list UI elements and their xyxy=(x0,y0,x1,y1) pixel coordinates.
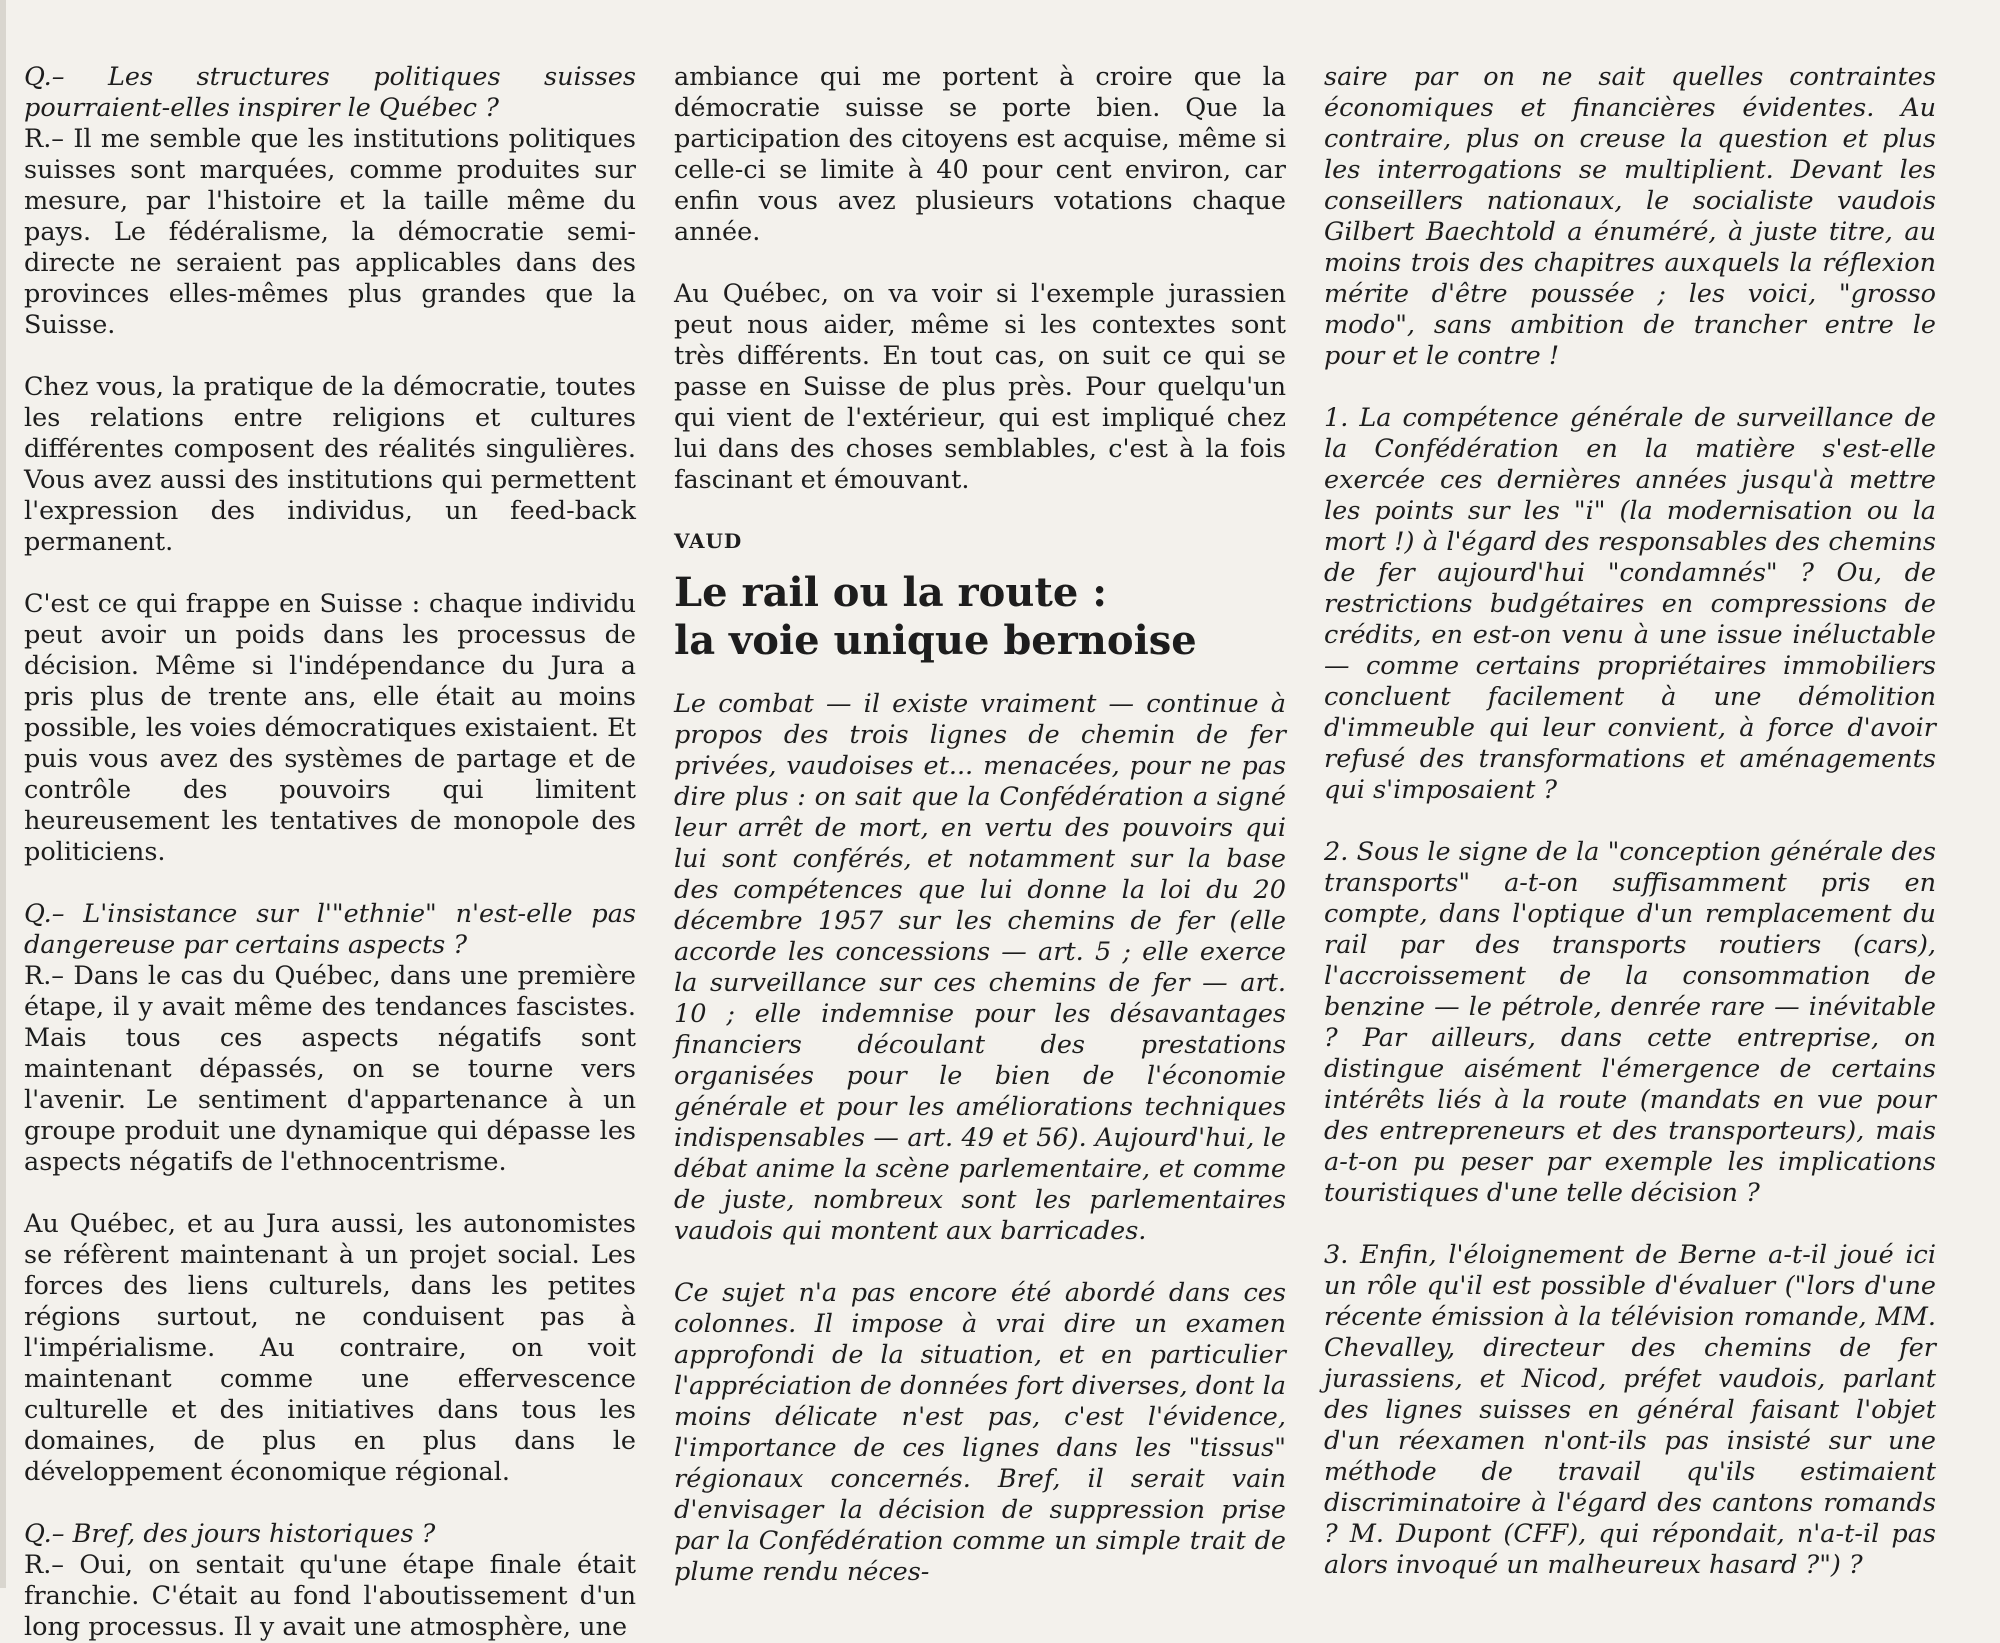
paragraph: 3. Enfin, l'éloignement de Berne a-t-il joué ici un rôle qu'il est possible d'évaluer ("lors d'une récente émission à la télévision romande, MM. Chevalley, directeur des chemins de fer jurassiens, et Nicod, préfet vaudois, parlant des lignes suisses en général faisant l'objet d'un réexamen n'ont-ils pas insisté sur une méthode de travail qu'ils estimaient discriminatoire à l'égard des cantons romands ? M. Dupont (CFF), qui répondait, n'a-t-il pas alors invoqué un malheureux hasard ?") ? xyxy=(1324,1240,1936,1580)
paragraph: 2. Sous le signe de la "conception générale des transports" a-t-on suffisamment pris en compte, dans l'optique d'un remplacement du rail par des transports routiers (cars), l'accroissement de la consommation de benzine — le pétrole, denrée rare — inévitable ? Par ailleurs, dans cette entreprise, on distingue aisément l'émergence de certains intérêts liés à la route (mandats en vue pour des entrepreneurs et des transporteurs), mais a-t-on pu peser par exemple les implications touristiques d'une telle décision ? xyxy=(1324,837,1936,1208)
paragraph: C'est ce qui frappe en Suisse : chaque individu peut avoir un poids dans les processus de décision. Même si l'indépendance du Jura a pris plus de trente ans, elle était au moins possible, les voies démocratiques existaient. Et puis vous avez des systèmes de partage et de contrôle des pouvoirs qui limitent heureusement les tentatives de monopole des politiciens. xyxy=(24,589,636,867)
answer-text: R.– Oui, on sentait qu'une étape finale était franchie. C'était au fond l'aboutissement d'un long processus. Il y avait une atmosphère, une xyxy=(24,1550,636,1642)
paragraph: Au Québec, on va voir si l'exemple jurassien peut nous aider, même si les contextes sont très différents. En tout cas, on suit ce qui se passe en Suisse de plus près. Pour quelqu'un qui vient de l'extérieur, qui est impliqué chez lui dans des choses semblables, c'est à la fois fascinant et émouvant. xyxy=(674,279,1286,495)
interview-q2 xyxy=(24,899,636,1178)
article-headline xyxy=(674,569,1286,665)
paragraph: Chez vous, la pratique de la démocratie, toutes les relations entre religions et cultures différentes composent des réalités singulières. Vous avez aussi des institutions qui permettent l'expression des individus, un feed-back permanent. xyxy=(24,372,636,557)
column-left xyxy=(24,62,636,1643)
question-text: Q.– Les structures politiques suisses pourraient-elles inspirer le Québec ? xyxy=(24,62,636,123)
question-text: Q.– Bref, des jours historiques ? xyxy=(24,1519,436,1549)
paragraph: ambiance qui me portent à croire que la démocratie suisse se porte bien. Que la participation des citoyens est acquise, même si celle-ci se limite à 40 pour cent environ, car enfin vous avez plusieurs votations chaque année. xyxy=(674,62,1286,247)
answer-text: R.– Il me semble que les institutions politiques suisses sont marquées, comme produites sur mesure, par l'histoire et la taille même du pays. Le fédéralisme, la démocratie semi-directe ne seraient pas applicables dans des provinces elles-mêmes plus grandes que la Suisse. xyxy=(24,124,636,340)
column-right xyxy=(1324,62,1936,1581)
paragraph: 1. La compétence générale de surveillance de la Confédération en la matière s'est-elle exercée ces dernières années jusqu'à mettre les points sur les "i" (la modernisation ou la mort !) à l'égard des responsables des chemins de fer aujourd'hui "condamnés" ? Ou, de restrictions budgétaires en compressions de crédits, en est-on venu à une issue inéluctable — comme certains propriétaires immobiliers concluent facilement à une démolition d'immeuble qui leur convient, à force d'avoir refusé des transformations et aménagements qui s'imposaient ? xyxy=(1324,403,1936,805)
paragraph: saire par on ne sait quelles contraintes économiques et financières évidentes. Au contraire, plus on creuse la question et plus les interrogations se multiplient. Devant les conseillers nationaux, le socialiste vaudois Gilbert Baechtold a énuméré, à juste titre, au moins trois des chapitres auxquels la réflexion mérite d'être poussée ; les voici, "grosso modo", sans ambition de trancher entre le pour et le contre ! xyxy=(1324,62,1936,371)
question-text: Q.– L'insistance sur l'"ethnie" n'est-elle pas dangereuse par certains aspects ? xyxy=(24,899,636,960)
interview-q1 xyxy=(24,62,636,341)
section-label: VAUD xyxy=(674,529,743,553)
answer-text: R.– Dans le cas du Québec, dans une première étape, il y avait même des tendances fascistes. Mais tous ces aspects négatifs sont maintenant dépassés, on se tourne vers l'avenir. Le sentiment d'appartenance à un groupe produit une dynamique qui dépasse les aspects négatifs de l'ethnocentrisme. xyxy=(24,961,636,1177)
headline-line: la voie unique bernoise xyxy=(674,617,1197,664)
paragraph: Au Québec, et au Jura aussi, les autonomistes se réfèrent maintenant à un projet social. Les forces des liens culturels, dans les petites régions surtout, ne conduisent pas à l'impérialisme. Au contraire, on voit maintenant comme une effervescence culturelle et des initiatives dans tous les domaines, de plus en plus dans le développement économique régional. xyxy=(24,1209,636,1487)
interview-q3 xyxy=(24,1519,636,1643)
paragraph: Ce sujet n'a pas encore été abordé dans ces colonnes. Il impose à vrai dire un examen approfondi de la situation, et en particulier l'appréciation de données fort diverses, dont la moins délicate n'est pas, c'est l'évidence, l'importance de ces lignes dans les "tissus" régionaux concernés. Bref, il serait vain d'envisager la décision de suppression prise par la Confédération comme un simple trait de plume rendu néces- xyxy=(674,1278,1286,1587)
headline-line: Le rail ou la route : xyxy=(674,569,1107,616)
page-binding-edge xyxy=(0,0,6,1588)
column-middle xyxy=(674,62,1286,1588)
paragraph: Le combat — il existe vraiment — continue à propos des trois lignes de chemin de fer privées, vaudoises et... menacées, pour ne pas dire plus : on sait que la Confédération a signé leur arrêt de mort, en vertu des pouvoirs qui lui sont conférés, et notamment sur la base des compétences que lui donne la loi du 20 décembre 1957 sur les chemins de fer (elle accorde les concessions — art. 5 ; elle exerce la surveillance sur ces chemins de fer — art. 10 ; elle indemnise pour les désavantages financiers découlant des prestations organisées pour le bien de l'économie générale et pour les améliorations techniques indispensables — art. 49 et 56). Aujourd'hui, le débat anime la scène parlementaire, et comme de juste, nombreux sont les parlementaires vaudois qui montent aux barricades. xyxy=(674,689,1286,1246)
